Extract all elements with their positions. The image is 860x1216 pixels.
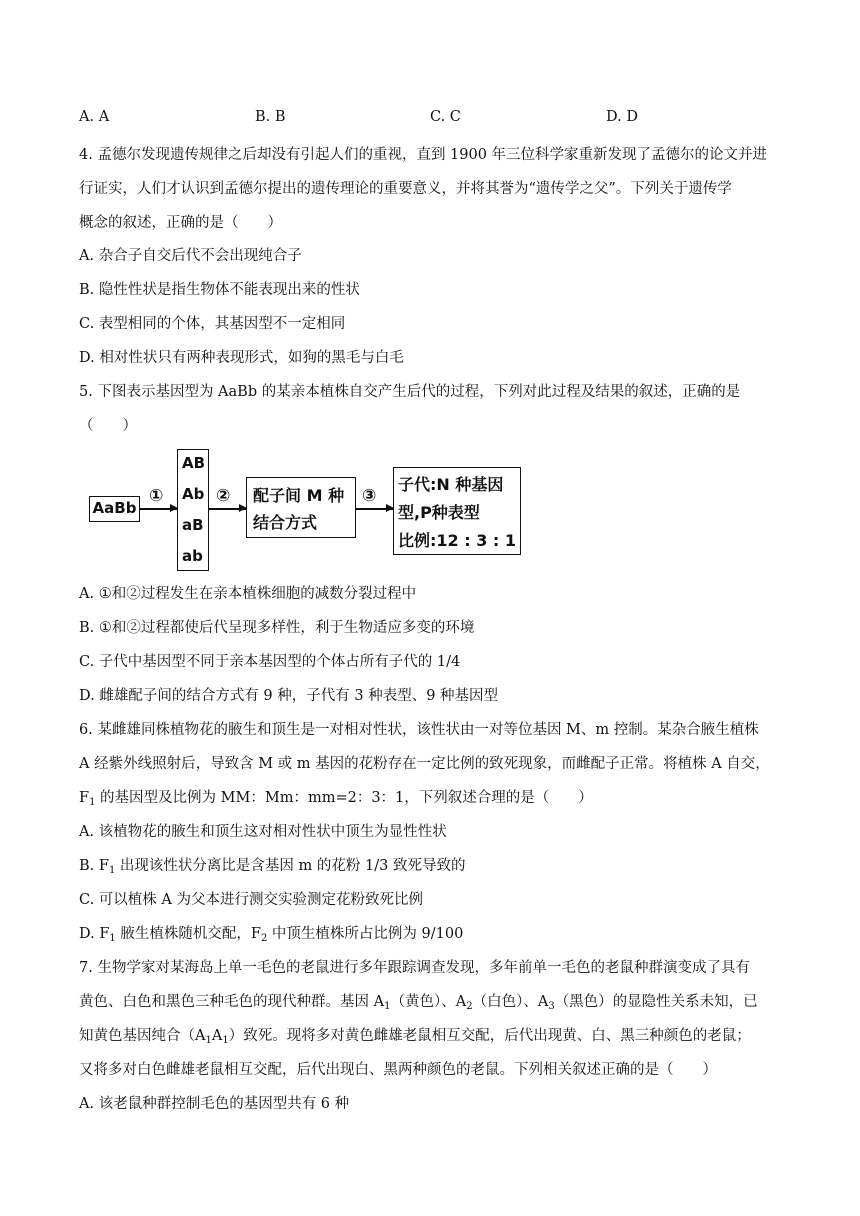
parent-genotype-box: AaBb [89,496,140,522]
q5-option-a: A. ①和②过程发生在亲本植株细胞的减数分裂过程中 [79,586,417,602]
offspring-line: 型,P种表型 [398,503,480,522]
q7-stem-line: 7. 生物学家对某海岛上单一毛色的老鼠进行多年跟踪调查发现，多年前单一毛色的老鼠种群演变成了具有 [79,960,750,976]
offspring-line: 子代:N 种基因 [398,475,504,494]
arrow-2 [209,508,246,510]
q5-stem-line: （ ） [79,418,137,434]
q4-stem-line: 行证实，人们才认识到孟德尔提出的遗传理论的重要意义，并将其誉为“遗传学之父”。下列关于遗传学 [79,181,732,197]
q6-option-d: D. $F_1$ 腋生植株随机交配，$F_2$ 中顶生植株所占比例为 9/100 [79,926,464,944]
gamete-ab-upper: AB [182,454,206,472]
q6-stem-line: A 经紫外线照射后，导致含 M 或 m 基因的花粉存在一定比例的致死现象，而雌配子正常。将植株 A 自交， [79,756,770,772]
offspring-box [393,467,521,555]
gamete-ab-mixed: Ab [182,485,205,503]
q6-stem-line: $F_1$ 的基因型及比例为 MM：Mm：mm=2：3：1，下列叙述合理的是（ ） [79,790,593,808]
arrow-1 [140,508,177,510]
q5-stem-line: 5. 下图表示基因型为 AaBb 的某亲本植株自交产生后代的过程，下列对此过程及结果的叙述，正确的是 [79,384,741,400]
step-3-label: ③ [362,486,377,506]
q7-stem-line: 又将多对白色雌雄老鼠相互交配，后代出现白、黑两种颜色的老鼠。下列相关叙述正确的是（ ） [79,1062,717,1078]
q6-option-b: B. $F_1$ 出现该性状分离比是含基因 m 的花粉 1/3 致死导致的 [79,858,466,876]
q4-option-c: C. 表型相同的个体，其基因型不一定相同 [79,316,346,332]
q7-stem-line: 黄色、白色和黑色三种毛色的现代种群。基因 $A_1$（黄色）、$A_2$（白色）、$A_3$（黑色）的显隐性关系未知，已 [79,994,758,1012]
q4-option-a: A. 杂合子自交后代不会出现纯合子 [79,248,302,264]
q5-option-c: C. 子代中基因型不同于亲本基因型的个体占所有子代的 1/4 [79,654,461,670]
gamete-ab-mixed2: aB [182,516,204,534]
gametes-box [177,449,209,571]
q4-option-b: B. 隐性性状是指生物体不能表现出来的性状 [79,282,360,298]
q4-stem-line: 概念的叙述，正确的是（ ） [79,215,282,231]
step-1-label: ① [149,486,164,506]
q5-option-d: D. 雌雄配子间的结合方式有 9 种，子代有 3 种表型、9 种基因型 [79,688,499,704]
q3-option-b: B. B [255,109,286,125]
q5-option-b: B. ①和②过程都使后代呈现多样性，利于生物适应多变的环境 [79,620,475,636]
q6-option-a: A. 该植物花的腋生和顶生这对相对性状中顶生为显性性状 [79,824,447,840]
combination-box [246,477,356,538]
q6-stem-line: 6. 某雌雄同株植物花的腋生和顶生是一对相对性状，该性状由一对等位基因 M、m 控制。某杂合腋生植株 [79,722,759,738]
q7-option-a: A. 该老鼠种群控制毛色的基因型共有 6 种 [79,1096,350,1112]
q4-option-d: D. 相对性状只有两种表现形式，如狗的黑毛与白毛 [79,350,404,366]
arrow-3 [356,508,393,510]
step-2-label: ② [216,486,231,506]
q3-option-c: C. C [430,109,461,125]
combination-line: 配子间 M 种 [253,486,345,505]
combination-line: 结合方式 [253,513,318,532]
gamete-ab-lower: ab [182,547,203,565]
offspring-line: 比例:12 : 3 : 1 [398,531,517,550]
q6-option-c: C. 可以植株 A 为父本进行测交实验测定花粉致死比例 [79,892,423,908]
q3-option-a: A. A [79,109,110,125]
q3-option-d: D. D [606,109,638,125]
q4-stem-line: 4. 孟德尔发现遗传规律之后却没有引起人们的重视，直到 1900 年三位科学家重新发现了孟德尔的论文并进 [79,147,768,163]
q7-stem-line: 知黄色基因纯合$(A_1A_1)$致死。现将多对黄色雌雄老鼠相互交配，后代出现黄、白、黑三种颜色的老鼠； [79,1028,751,1046]
